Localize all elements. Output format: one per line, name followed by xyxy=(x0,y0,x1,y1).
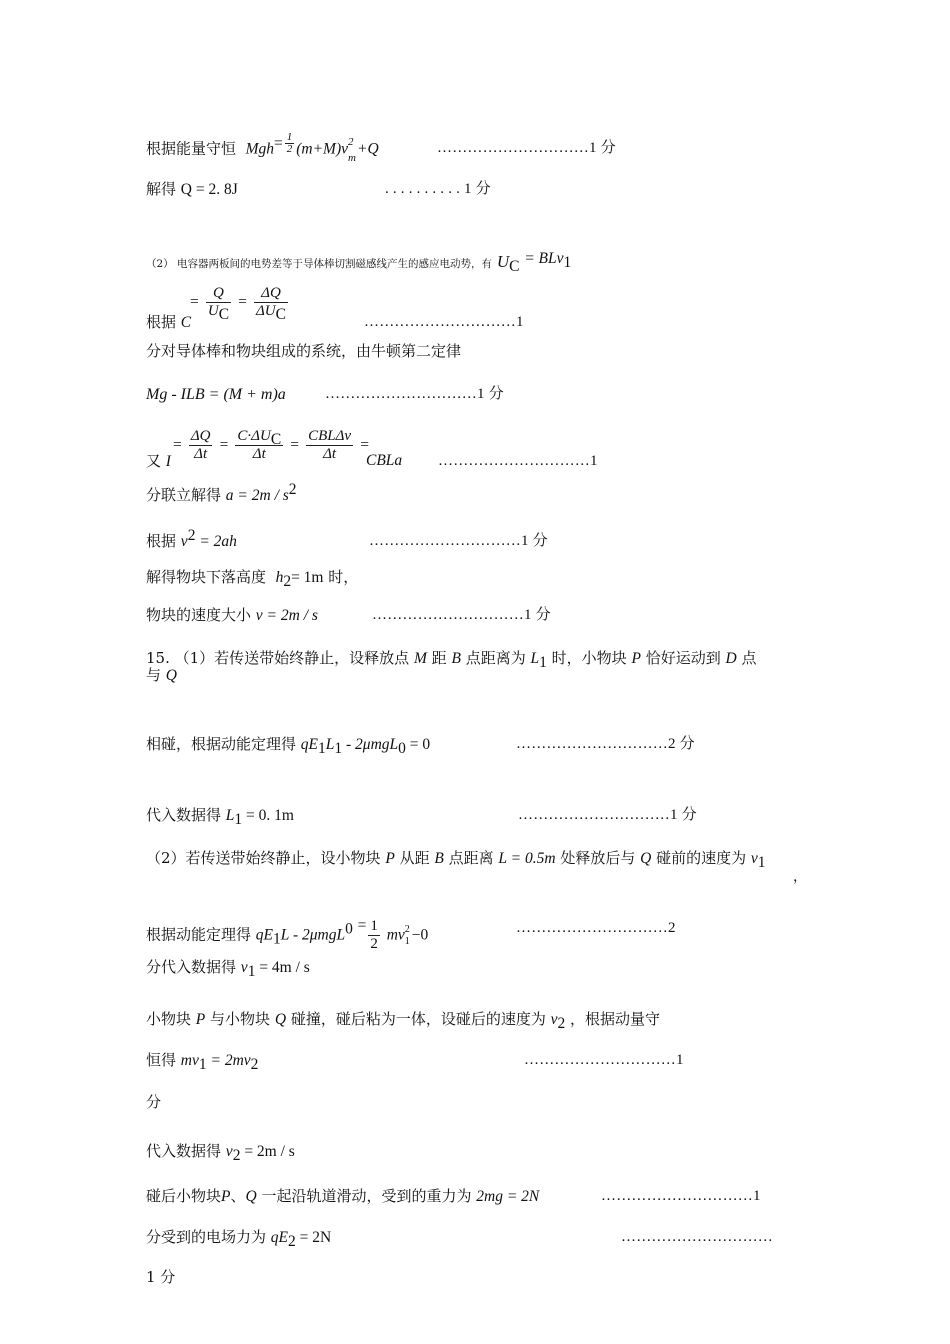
formula: v xyxy=(225,1143,233,1160)
fraction-dQ-dt xyxy=(189,428,213,463)
text: 与 xyxy=(146,666,162,684)
newton-equation-line xyxy=(146,384,286,405)
label: 分联立解得 xyxy=(146,486,222,504)
formula: (m+M)v xyxy=(296,140,349,158)
numerator: Q xyxy=(206,285,231,303)
label: 解得物块下落高度 xyxy=(146,568,267,586)
symbol-I: I xyxy=(165,453,171,470)
equals: = xyxy=(238,293,247,311)
text: 处释放后与 xyxy=(560,849,636,867)
kinematics-line xyxy=(146,527,237,552)
score-dots: …………………………1 xyxy=(601,1188,761,1204)
drop-height-line xyxy=(146,567,358,588)
symbol: P xyxy=(631,650,641,667)
equals: = xyxy=(357,916,367,934)
text: 碰后小物块 xyxy=(146,1187,222,1205)
label: 根据动能定理得 xyxy=(146,925,252,944)
subscript: 2 xyxy=(557,1015,566,1032)
current-label-line xyxy=(146,451,171,472)
subscript: 1 xyxy=(404,935,410,947)
subscript: 1 xyxy=(198,1056,207,1073)
symbol: B xyxy=(434,850,444,867)
numerator: CBLΔv xyxy=(308,428,352,444)
symbol: P xyxy=(195,1011,206,1028)
symbol: Q xyxy=(245,1188,257,1205)
formula: U xyxy=(496,252,510,271)
subscript: 1 xyxy=(757,854,766,871)
text: 一起沿轨道滑动，受到的重力为 xyxy=(261,1187,472,1205)
formula: = 2ah xyxy=(195,533,237,550)
symbol: P xyxy=(221,1188,231,1205)
denominator: Δt xyxy=(252,446,266,462)
score-dots: …………………………1 分 xyxy=(437,140,616,156)
work-energy-2-line xyxy=(146,918,428,953)
subscript: 1 xyxy=(563,254,572,271)
subscript: 1 xyxy=(318,740,326,757)
label: 相碰，根据动能定理得 xyxy=(146,735,297,753)
subscript: 1 xyxy=(247,963,256,980)
subscript: 2 xyxy=(250,1056,259,1073)
score-unit: 分 xyxy=(146,1093,162,1111)
formula: Mg - ILB = (M + m)a xyxy=(146,386,286,403)
v2-result-line xyxy=(146,1141,295,1162)
score-dots: …………………………1 分 xyxy=(369,533,548,549)
score-dots: …………………………1 分 xyxy=(518,807,697,823)
symbol: Q xyxy=(274,1011,287,1028)
equals: = xyxy=(190,293,199,311)
symbol-C: C xyxy=(180,314,192,331)
formula: +Q xyxy=(357,140,379,158)
final-score: 1 分 xyxy=(146,1268,176,1286)
superscript: 2 xyxy=(288,481,297,498)
text: 从距 xyxy=(399,849,430,867)
capacitance-fractions xyxy=(190,285,290,323)
sup-sub-stack xyxy=(404,923,412,947)
score-dots: …………………………2 xyxy=(516,920,676,936)
label: 又 xyxy=(146,452,162,470)
formula: mv xyxy=(386,926,405,944)
trailing-comma: ， xyxy=(793,869,807,885)
formula: = 1m xyxy=(291,569,324,586)
fraction xyxy=(285,132,295,155)
sup-sub-stack xyxy=(348,135,357,164)
equals: = xyxy=(360,436,369,454)
score-dots: …………………………1 分 xyxy=(325,386,504,402)
subscript: C xyxy=(270,431,282,448)
formula: = 0. 1m xyxy=(242,807,294,824)
text: 、 xyxy=(230,1187,246,1205)
formula: v xyxy=(180,533,188,550)
capacitance-label-line xyxy=(146,312,191,333)
subscript: 2 xyxy=(288,1233,296,1250)
momentum-line xyxy=(146,1050,258,1071)
formula: v xyxy=(240,959,248,976)
formula: Mgh xyxy=(245,140,274,158)
statement: （2） 电容器两板间的电势差等于导体棒切割磁感线产生的感应电动势，有 xyxy=(146,258,493,270)
denominator: ΔU xyxy=(255,303,276,319)
text: 15. （1）若传送带始终静止，设释放点 xyxy=(146,649,410,667)
subscript: 2 xyxy=(232,1147,241,1164)
denominator: 2 xyxy=(370,936,378,952)
acceleration-result-line xyxy=(146,481,297,506)
formula: L xyxy=(325,736,335,753)
text: 与小物块 xyxy=(210,1010,271,1028)
subscript: m xyxy=(348,151,356,164)
problem-15-part1-cont xyxy=(146,665,177,686)
equals: = xyxy=(173,436,182,454)
electric-force-line xyxy=(146,1227,331,1248)
label: 代入数据得 xyxy=(146,806,222,824)
label: 代入数据得 xyxy=(146,1142,222,1160)
denominator: U xyxy=(207,303,219,319)
superscript: 2 xyxy=(348,135,354,148)
text: 恰好运动到 xyxy=(645,649,721,667)
formula: v = 2m / s xyxy=(255,607,318,624)
work-energy-line xyxy=(146,734,430,755)
text: 距 xyxy=(431,649,447,667)
text: 点距离 xyxy=(448,849,494,867)
text: 小物块 xyxy=(146,1010,192,1028)
capacitor-statement-line xyxy=(146,252,571,274)
text: 点距离为 xyxy=(465,649,526,667)
denominator: Δt xyxy=(194,446,208,462)
formula: qE xyxy=(270,1229,289,1246)
symbol: L xyxy=(530,650,540,667)
text: 时，小物块 xyxy=(551,649,627,667)
subscript: 1 xyxy=(273,930,281,948)
solution-Q-line xyxy=(146,179,238,200)
label: 根据 xyxy=(146,532,177,550)
symbol: M xyxy=(413,650,427,667)
text: 点 xyxy=(741,649,757,667)
L1-result-line xyxy=(146,805,294,826)
subscript: 1 xyxy=(334,740,343,757)
formula: −0 xyxy=(411,926,429,944)
equals: = xyxy=(273,134,283,152)
equals: = xyxy=(290,436,300,454)
formula: = 2m / s xyxy=(240,1143,295,1160)
formula: a = 2m / s xyxy=(225,487,289,504)
formula: mv xyxy=(180,1052,199,1069)
label: 解得 xyxy=(146,180,177,198)
symbol: Q xyxy=(165,667,177,684)
label: 分受到的电场力为 xyxy=(146,1228,267,1246)
symbol: Q xyxy=(640,850,652,867)
label: 根据 xyxy=(146,313,177,331)
formula: h xyxy=(275,569,284,586)
formula: L - 2μmgL xyxy=(280,926,346,944)
formula: - 2μmgL xyxy=(342,736,399,753)
score-dots: …………………………1 xyxy=(364,314,524,330)
problem-15-part1-line xyxy=(146,648,757,669)
symbol: D xyxy=(725,650,737,667)
score-dots: …………………………1 xyxy=(438,453,598,469)
text: 碰撞，碰后粘为一体，设碰后的速度为 xyxy=(290,1010,546,1028)
score-dots: …………………………1 分 xyxy=(372,607,551,623)
symbol: v xyxy=(550,1011,558,1028)
formula: qE xyxy=(255,926,274,944)
text: ，根据动量守 xyxy=(570,1010,661,1028)
formula: = 2N xyxy=(295,1229,332,1246)
fraction-CdUc-dt xyxy=(235,428,283,463)
superscript: 2 xyxy=(187,527,196,544)
fraction-CBLdv-dt xyxy=(306,428,353,463)
formula: = 2mv xyxy=(206,1052,251,1069)
numerator: 1 xyxy=(370,918,378,934)
text: （2）若传送带始终静止，设小物块 xyxy=(146,849,381,867)
fraction-Q-over-Uc xyxy=(206,285,231,323)
symbol: B xyxy=(451,650,461,667)
formula: = 4m / s xyxy=(255,959,310,976)
score-dots: ………………………… xyxy=(621,1229,773,1245)
subscript: C xyxy=(275,306,286,323)
v1-result-line xyxy=(146,957,310,978)
denominator: 2 xyxy=(286,143,293,155)
score-dots: . . . . . . . . . . 1 分 xyxy=(385,181,491,197)
label: 分代入数据得 xyxy=(146,958,237,976)
score-dots: …………………………2 分 xyxy=(516,736,695,752)
fraction-half xyxy=(368,918,380,953)
subscript: 1 xyxy=(539,654,547,671)
problem-15-part2-line xyxy=(146,848,766,869)
numerator: ΔQ xyxy=(190,428,211,444)
superscript: 0 xyxy=(345,920,353,938)
symbol: v xyxy=(750,850,758,867)
formula: = 0 xyxy=(405,736,431,753)
newton-second-law-line: 分对导体棒和物块组成的系统，由牛顿第二定律 xyxy=(146,342,462,360)
label: 物块的速度大小 xyxy=(146,606,252,624)
tail: 时， xyxy=(328,568,359,586)
subscript: C xyxy=(218,306,230,323)
superscript: 2 xyxy=(404,923,410,935)
current-fractions xyxy=(173,428,369,463)
formula: L = 0.5m xyxy=(498,850,556,867)
denominator: Δt xyxy=(323,446,337,462)
numerator: ΔQ xyxy=(254,285,288,303)
symbol: P xyxy=(385,850,395,867)
formula: = BLv xyxy=(524,250,564,267)
subscript: C xyxy=(509,258,520,275)
collision-statement-line xyxy=(146,1009,660,1030)
result-CBLa: CBLa xyxy=(366,452,403,469)
formula: Q = 2. 8J xyxy=(180,181,238,198)
text: 碰前的速度为 xyxy=(656,849,747,867)
velocity-result-line xyxy=(146,605,318,626)
subscript: 1 xyxy=(234,811,243,828)
formula: qE xyxy=(300,736,319,753)
gravity-line xyxy=(146,1186,539,1207)
subscript: 2 xyxy=(283,573,292,590)
label: 恒得 xyxy=(146,1051,177,1069)
label: 根据能量守恒 xyxy=(146,139,237,158)
energy-conservation-line xyxy=(146,131,379,164)
score-dots: …………………………1 xyxy=(524,1052,684,1068)
equals: = xyxy=(219,436,229,454)
formula: 2mg = 2N xyxy=(476,1188,540,1205)
fraction-dQ-over-dUc xyxy=(254,285,288,323)
numerator: 1 xyxy=(286,131,293,143)
numerator: C·ΔU xyxy=(237,428,271,444)
formula: L xyxy=(225,807,235,824)
subscript: 0 xyxy=(398,740,406,757)
